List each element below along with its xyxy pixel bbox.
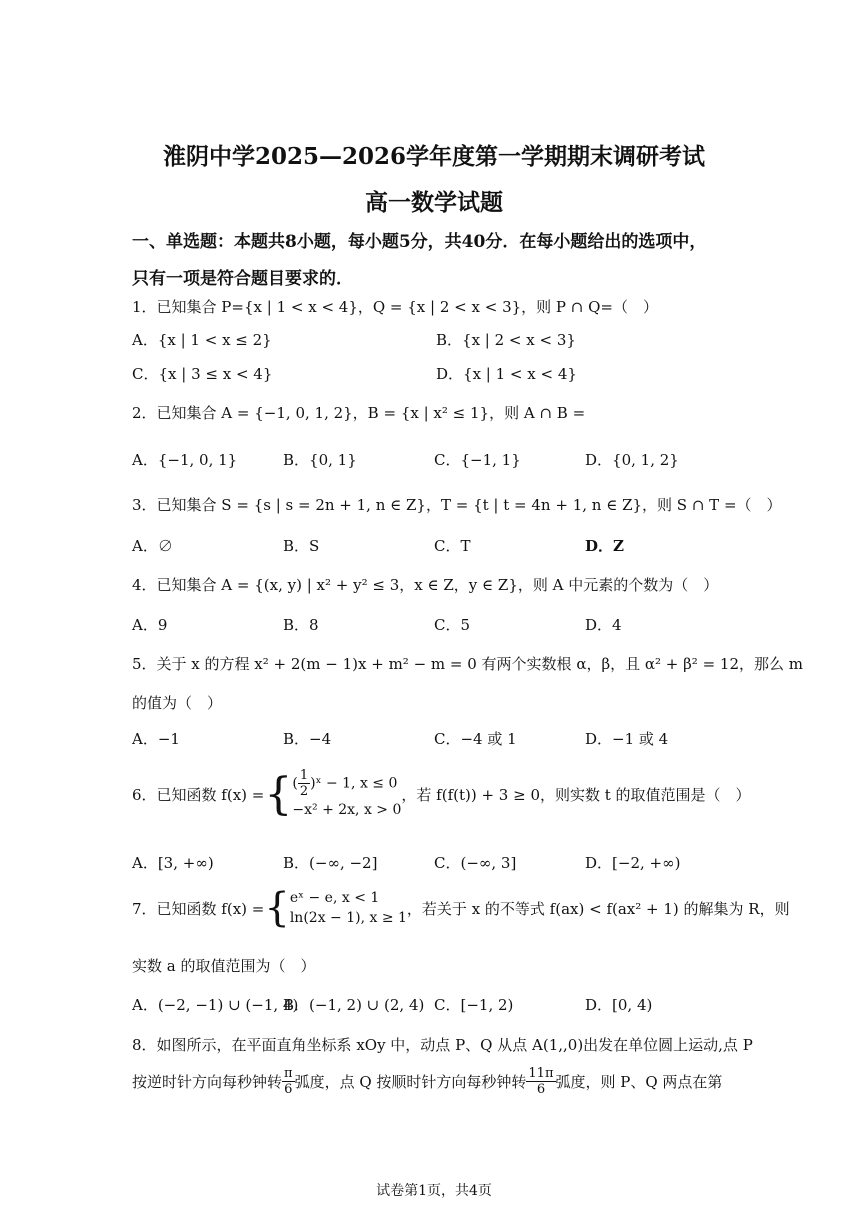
- fraction-numerator: π: [284, 1066, 293, 1081]
- case1: eˣ − e, x < 1: [289, 890, 380, 906]
- question-2-option-a: A．{−1, 0, 1}: [132, 451, 238, 469]
- stem-part-b: 弧度，点 Q 按顺时针方向每秒钟转: [294, 1073, 527, 1091]
- question-2-option-d: D．{0, 1, 2}: [585, 451, 679, 469]
- exam-subtitle: 高一数学试题: [365, 189, 503, 216]
- case1-rest: )ˣ − 1, x ≤ 0: [310, 775, 398, 792]
- question-6-stem: [132, 768, 751, 821]
- question-6-stem-post: ，若 f(f(t)) + 3 ≥ 0，则实数 t 的取值范围是（ ）: [401, 786, 751, 804]
- question-7-piecewise: [290, 888, 407, 928]
- question-7-stem: [132, 885, 790, 931]
- question-2-option-b: B．{0, 1}: [283, 451, 357, 469]
- question-4-option-d: D．4: [585, 616, 622, 634]
- question-2-option-c: C．{−1, 1}: [434, 451, 521, 469]
- fraction-denominator: 6: [284, 1082, 293, 1097]
- case2: −x² + 2x, x > 0: [292, 802, 402, 818]
- question-1-option-b: B．{x | 2 < x < 3}: [436, 331, 576, 349]
- question-5-option-c: C．−4 或 1: [434, 730, 517, 748]
- question-5-stem-cont: 的值为（ ）: [132, 694, 223, 712]
- question-6-option-b: B．(−∞, −2]: [283, 854, 378, 872]
- page-footer: 试卷第1页，共4页: [376, 1183, 492, 1199]
- question-4-option-c: C．5: [434, 616, 471, 634]
- question-7-option-d: D．[0, 4): [585, 996, 653, 1014]
- question-6-option-a: A．[3, +∞): [132, 854, 214, 872]
- question-3-option-d: D．Z: [585, 537, 624, 555]
- section-heading-line1: 一、单选题：本题共8小题，每小题5分，共40分．在每小题给出的选项中，: [132, 232, 707, 252]
- question-7-option-c: C．[−1, 2): [434, 996, 514, 1014]
- fraction-numerator: 11π: [528, 1066, 554, 1081]
- question-3-option-a: A．∅: [132, 537, 173, 555]
- question-6-stem-pre: 6．已知函数 f(x) =: [132, 786, 265, 804]
- question-7-stem-post: ，若关于 x 的不等式 f(ax) < f(ax² + 1) 的解集为 R，则: [406, 899, 790, 918]
- question-2-stem: 2．已知集合 A = {−1, 0, 1, 2}，B = {x | x² ≤ 1}，则 A ∩ B =: [132, 404, 586, 422]
- fraction-pi-over-6: [282, 1066, 295, 1097]
- question-8-stem-cont: [132, 1066, 722, 1097]
- piecewise-brace: {: [264, 885, 290, 931]
- question-6-option-d: D．[−2, +∞): [585, 854, 681, 872]
- question-4-option-a: A．9: [132, 616, 168, 634]
- question-4-option-b: B．8: [283, 616, 319, 634]
- question-3-option-b: B．S: [283, 537, 320, 555]
- question-6-option-c: C．(−∞, 3]: [434, 854, 517, 872]
- case1-fraction: [298, 768, 310, 799]
- fraction-numerator: 1: [299, 768, 309, 783]
- question-7-stem-cont: 实数 a 的取值范围为（ ）: [132, 957, 316, 975]
- question-8-stem: 8．如图所示，在平面直角坐标系 xOy 中，动点 P、Q 从点 A(1,,0)出发在单位圆上运动,点 P: [132, 1036, 753, 1054]
- question-5-stem: 5．关于 x 的方程 x² + 2(m − 1)x + m² − m = 0 有两个实数根 α，β，且 α² + β² = 12，那么 m: [132, 655, 804, 673]
- case1-open: (: [292, 775, 298, 792]
- fraction-denominator: 2: [299, 784, 309, 799]
- question-7-option-b: B．(−1, 2) ∪ (2, 4): [283, 996, 425, 1014]
- question-3-option-c: C．T: [434, 537, 471, 555]
- exam-title: 淮阴中学2025—2026学年度第一学期期末调研考试: [162, 143, 706, 170]
- fraction-11pi-over-6: [526, 1066, 555, 1097]
- question-5-option-a: A．−1: [132, 730, 180, 748]
- question-6-piecewise: [292, 768, 401, 821]
- piecewise-brace: {: [264, 768, 293, 820]
- fraction-denominator: 6: [536, 1082, 546, 1097]
- question-1-stem: 1．已知集合 P={x | 1 < x < 4}，Q = {x | 2 < x < 3}，则 P ∩ Q=（ ）: [132, 298, 658, 316]
- section-heading-line2: 只有一项是符合题目要求的．: [132, 269, 353, 289]
- case2: ln(2x − 1), x ≥ 1: [289, 910, 407, 926]
- question-7-option-a: A．(−2, −1) ∪ (−1, 4): [132, 996, 299, 1014]
- stem-part-c: 弧度，则 P、Q 两点在第: [555, 1073, 723, 1091]
- question-1-option-d: D．{x | 1 < x < 4}: [436, 365, 577, 383]
- question-3-stem: 3．已知集合 S = {s | s = 2n + 1, n ∈ Z}，T = {t | t = 4n + 1, n ∈ Z}，则 S ∩ T =（ ）: [132, 496, 782, 514]
- question-1-option-a: A．{x | 1 < x ≤ 2}: [132, 331, 272, 349]
- question-5-option-b: B．−4: [283, 730, 332, 748]
- question-4-stem: 4．已知集合 A = {(x, y) | x² + y² ≤ 3，x ∈ Z，y ∈ Z}，则 A 中元素的个数为（ ）: [132, 576, 719, 594]
- question-7-stem-pre: 7．已知函数 f(x) =: [132, 899, 265, 918]
- stem-part-a: 按逆时针方向每秒钟转: [132, 1073, 283, 1091]
- question-1-option-c: C．{x | 3 ≤ x < 4}: [132, 365, 273, 383]
- question-5-option-d: D．−1 或 4: [585, 730, 669, 748]
